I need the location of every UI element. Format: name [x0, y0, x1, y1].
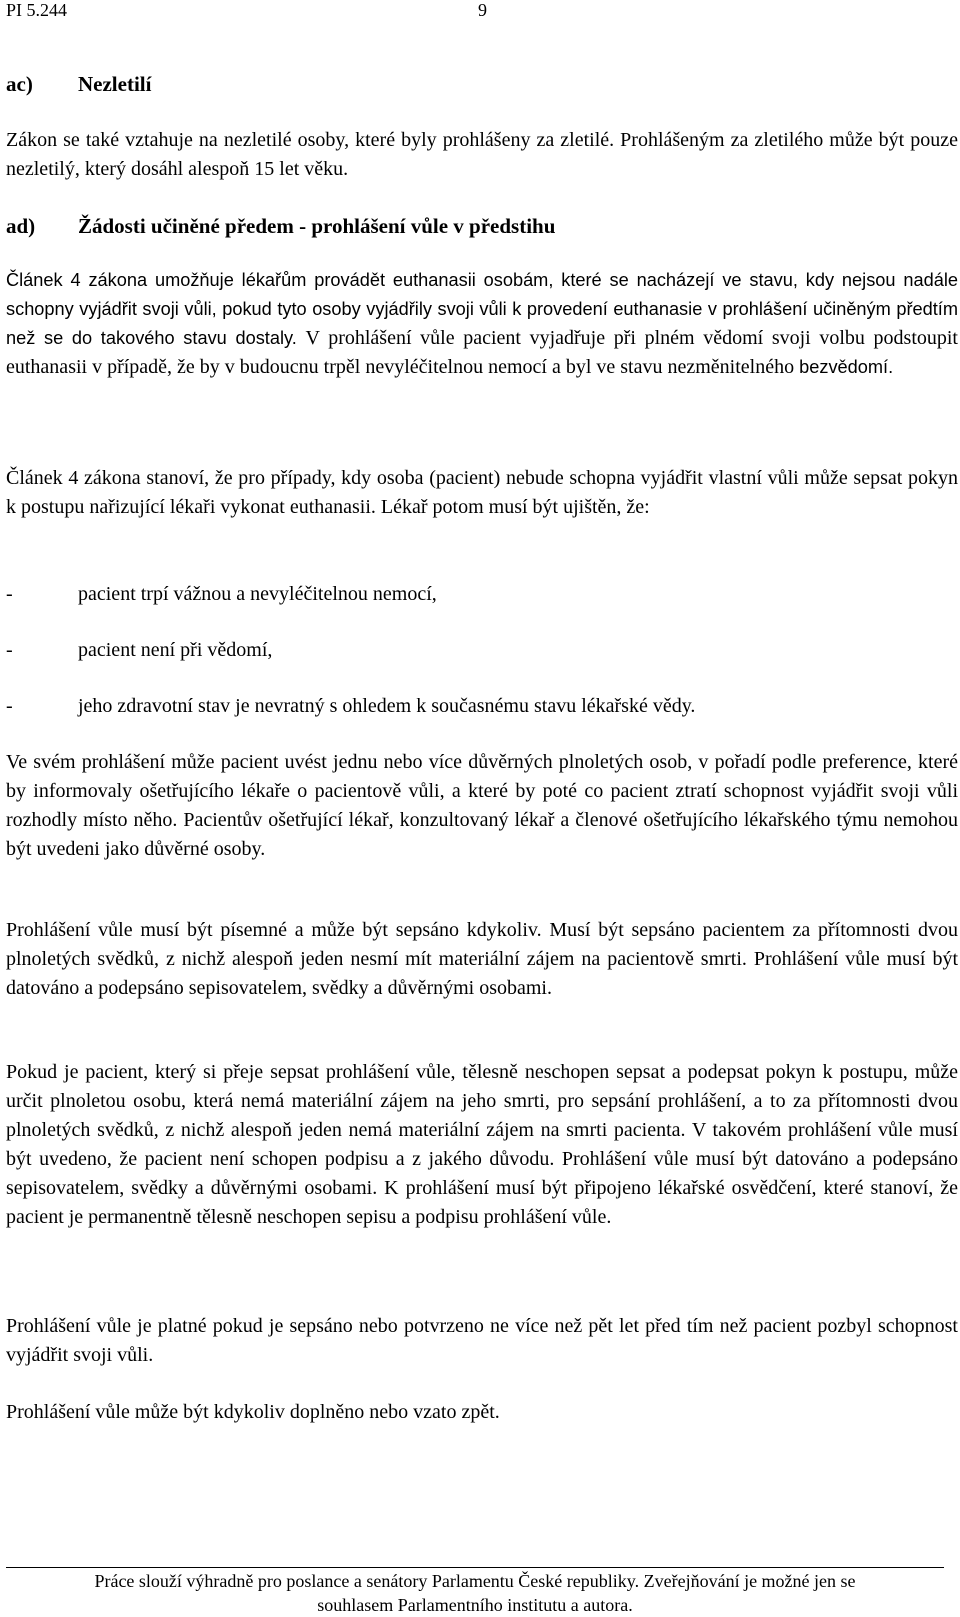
heading-ac-title: Nezletilí	[78, 72, 152, 96]
document-code: PI 5.244	[6, 0, 68, 20]
paragraph-article4-intro-last: bezvědomí.	[799, 357, 894, 377]
footer-divider	[6, 1567, 944, 1568]
footer-line-2: souhlasem Parlamentního institutu a autora.	[317, 1595, 633, 1615]
page-footer	[6, 1569, 944, 1617]
paragraph-article4-intro-serif: V prohlášení vůle pacient vyjadřuje při plném vědomí svoji volbu podstoupit euthanasii v případě, že by v budoucnu trpěl nevyléčitelnou nemocí a byl ve stavu nezměnitelného	[6, 327, 958, 378]
paragraph-article4-intro	[6, 266, 958, 382]
paragraph-article4-instruction: Článek 4 zákona stanoví, že pro případy, kdy osoba (pacient) nebude schopna vyjádřit vlastní vůli může sepsat pokyn k postupu nařizující lékaři vykonat euthanasii. Lékař potom musí být ujištěn, že:	[6, 467, 958, 518]
paragraph-physically-unable: Pokud je pacient, který si přeje sepsat prohlášení vůle, tělesně neschopen sepsat a podepsat pokyn k postupu, může určit plnoletou osobu, která nemá materiální zájem na jeho smrti, pro sepsání prohlášení, a to za přítomnosti dvou plnoletých svědků, z nichž alespoň jeden nemá materiální zájem na smrti pacienta. V takovém prohlášení vůle musí být uvedeno, že pacient není schopen podpisu a z jakého důvodu. Prohlášení vůle musí být datováno a podepsáno sepisovatelem, svědky a důvěrnými osobami. K prohlášení musí být připojeno lékařské osvědčení, které stanoví, že pacient je permanentně tělesně neschopen sepisu a podpisu prohlášení vůle.	[6, 1061, 958, 1228]
heading-ac-label: ac)	[6, 72, 33, 96]
paragraph-validity: Prohlášení vůle je platné pokud je sepsáno nebo potvrzeno ne více než pět let před tím než pacient pozbyl schopnost vyjádřit svoji vůli.	[6, 1315, 958, 1366]
paragraph-trusted-persons: Ve svém prohlášení může pacient uvést jednu nebo více důvěrných plnoletých osob, v pořadí podle preference, které by informovaly ošetřujícího lékaře o pacientově vůli, a které by poté co pacient ztratí schopnost vyjádřit svoji vůli rozhodly místo něho. Pacientův ošetřující lékař, konzultovaný lékař a členové ošetřujícího lékařského týmu nemohou být uvedeni jako důvěrné osoby.	[6, 751, 958, 860]
list-dash: -	[6, 583, 13, 605]
paragraph-revocation: Prohlášení vůle může být kdykoliv doplněno nebo vzato zpět.	[6, 1401, 500, 1423]
list-dash: -	[6, 695, 13, 717]
heading-ad-title: Žádosti učiněné předem - prohlášení vůle v předstihu	[78, 214, 556, 238]
list-item-text: pacient trpí vážnou a nevyléčitelnou nemocí,	[78, 583, 437, 605]
list-dash: -	[6, 639, 13, 661]
paragraph-ac: Zákon se také vztahuje na nezletilé osoby, které byly prohlášeny za zletilé. Prohlášeným za zletilého může být pouze nezletilý, který dosáhl alespoň 15 let věku.	[6, 129, 958, 180]
footer-line-1: Práce slouží výhradně pro poslance a senátory Parlamentu České republiky. Zveřejňování je možné jen se	[94, 1571, 856, 1591]
list-item-text: jeho zdravotní stav je nevratný s ohledem k současnému stavu lékařské vědy.	[78, 695, 696, 717]
heading-ad-label: ad)	[6, 214, 36, 238]
list-item-text: pacient není při vědomí,	[78, 639, 273, 661]
paragraph-written-form: Prohlášení vůle musí být písemné a může být sepsáno kdykoliv. Musí být sepsáno pacientem za přítomnosti dvou plnoletých svědků, z nichž alespoň jeden nesmí mít materiální zájem na pacientově smrti. Prohlášení vůle musí být datováno a podepsáno sepisovatelem, svědky a důvěrnými osobami.	[6, 919, 958, 999]
page-header	[6, 0, 958, 24]
page-number: 9	[478, 0, 487, 20]
paragraph-article4-intro-sans: Článek 4 zákona umožňuje lékařům provádět euthanasii osobám, které se nacházejí ve stavu, kdy nejsou nadále schopny vyjádřit svoji vůli, pokud tyto osoby vyjádřily svoji vůli k provedení euthanasie v prohlášení učiněným předtím než se do takového stavu dostaly.	[6, 270, 958, 348]
